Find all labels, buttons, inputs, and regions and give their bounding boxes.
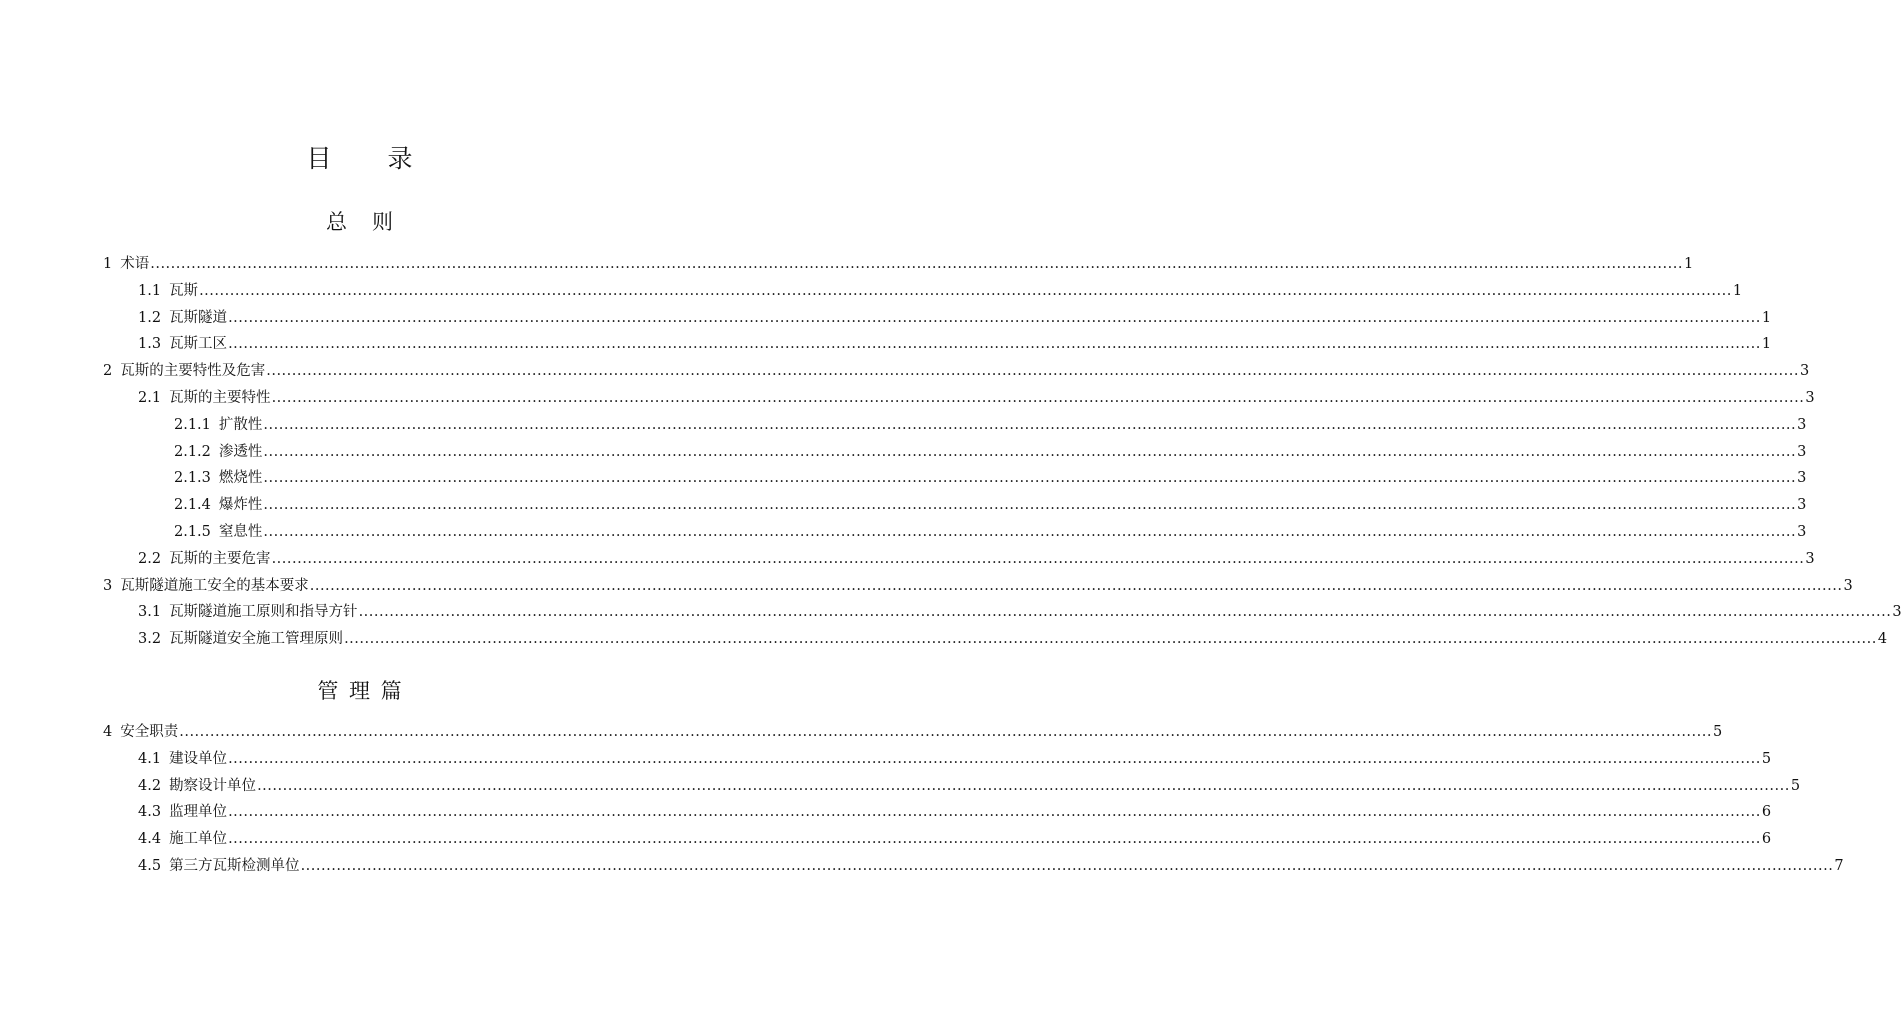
toc-entry-number: 2	[103, 363, 113, 380]
toc-leader-dots: ............................................................................................................................................................................................................................................................................................................	[150, 256, 1683, 272]
toc-entry[interactable]	[174, 520, 1807, 542]
toc-entry[interactable]	[174, 493, 1807, 515]
toc-entry-page: 5	[1712, 724, 1723, 740]
toc-entry-label	[174, 415, 262, 435]
toc-entry-page: 5	[1761, 750, 1772, 767]
toc-leader-dots: ............................................................................................................................................................................................................................................................................................................	[179, 724, 1712, 740]
toc-leader-dots: ............................................................................................................................................................................................................................................................................................................	[358, 604, 1892, 621]
toc-entry-page: 3	[1797, 416, 1807, 433]
toc-leader-dots: ............................................................................................................................................................................................................................................................................................................	[228, 831, 1761, 848]
toc-entry-text: 瓦斯隧道施工原则和指导方针	[169, 604, 358, 621]
toc-entry-label	[138, 308, 227, 328]
toc-entry[interactable]	[103, 252, 1694, 274]
toc-entry-label	[103, 254, 149, 274]
toc-entry-page: 3	[1892, 604, 1902, 621]
toc-entry-number: 3.1	[138, 604, 162, 621]
toc-entry-page: 3	[1797, 497, 1807, 514]
toc-entry-number: 4.3	[138, 804, 162, 821]
toc-entry-page: 3	[1797, 443, 1807, 460]
toc-entry-text: 勘察设计单位	[169, 777, 257, 794]
toc-entry[interactable]	[138, 386, 1815, 408]
toc-entry-page: 3	[1843, 577, 1853, 594]
toc-leader-dots: ............................................................................................................................................................................................................................................................................................................	[263, 524, 1797, 540]
toc-entry-text: 监理单位	[169, 804, 228, 821]
toc-entry-number: 2.1.3	[174, 470, 211, 487]
toc-leader-dots: ............................................................................................................................................................................................................................................................................................................	[263, 497, 1797, 514]
toc-entry-label	[174, 495, 262, 515]
toc-entry[interactable]	[174, 413, 1807, 435]
toc-entry-text: 建设单位	[169, 750, 228, 767]
toc-entry-page: 1	[1761, 336, 1772, 353]
toc-entry-text: 瓦斯	[169, 282, 199, 299]
toc-entry[interactable]	[103, 720, 1723, 742]
toc-entry[interactable]	[138, 279, 1743, 301]
toc-entry-page: 6	[1761, 804, 1772, 821]
toc-entry-number: 2.2	[138, 550, 162, 567]
toc-entry[interactable]	[138, 332, 1772, 354]
toc-entry[interactable]	[174, 440, 1807, 462]
toc-entry-text: 爆炸性	[218, 497, 263, 514]
toc-entry[interactable]	[138, 854, 1844, 876]
toc-entry-label	[138, 776, 256, 796]
toc-entry-text: 瓦斯工区	[169, 336, 228, 353]
section-heading-general: 总 则	[326, 210, 395, 234]
toc-leader-dots: ............................................................................................................................................................................................................................................................................................................	[271, 390, 1805, 406]
toc-leader-dots: ............................................................................................................................................................................................................................................................................................................	[263, 443, 1797, 460]
toc-leader-dots: ............................................................................................................................................................................................................................................................................................................	[228, 804, 1761, 821]
toc-entry-label	[174, 522, 262, 542]
toc-leader-dots: ............................................................................................................................................................................................................................................................................................................	[263, 470, 1797, 487]
toc-entry-text: 瓦斯隧道施工安全的基本要求	[120, 577, 309, 594]
toc-leader-dots: ............................................................................................................................................................................................................................................................................................................	[199, 282, 1732, 299]
toc-entry-page: 3	[1799, 363, 1810, 380]
toc-entry-number: 3	[103, 577, 113, 594]
toc-entry-number: 4.4	[138, 831, 162, 848]
toc-entry-label	[138, 334, 227, 354]
toc-entry-text: 术语	[120, 256, 150, 272]
toc-entry-label	[138, 388, 271, 408]
toc-entry-number: 1.3	[138, 336, 162, 353]
toc-entry[interactable]	[103, 574, 1853, 596]
toc-entry-text: 燃烧性	[218, 470, 263, 487]
toc-leader-dots: ............................................................................................................................................................................................................................................................................................................	[344, 631, 1877, 648]
toc-entry-number: 4.2	[138, 777, 162, 794]
toc-entry-number: 2.1.5	[174, 524, 211, 540]
toc-entry-text: 窒息性	[218, 524, 263, 540]
toc-entry-number: 4.5	[138, 858, 162, 874]
toc-entry-page: 3	[1805, 390, 1815, 406]
toc-entry-text: 瓦斯的主要危害	[169, 550, 271, 567]
toc-entry-text: 瓦斯隧道安全施工管理原则	[169, 631, 344, 648]
toc-entry-number: 1.2	[138, 309, 162, 326]
toc-leader-dots: ............................................................................................................................................................................................................................................................................................................	[309, 577, 1843, 594]
toc-entry-label	[138, 602, 358, 622]
toc-entry-label	[138, 856, 300, 876]
toc-entry[interactable]	[138, 827, 1772, 849]
toc-leader-dots: ............................................................................................................................................................................................................................................................................................................	[228, 750, 1761, 767]
toc-entry-label	[174, 442, 262, 462]
toc-entry[interactable]	[138, 627, 1888, 649]
toc-entry-number: 3.2	[138, 631, 162, 648]
toc-entry-page: 6	[1761, 831, 1772, 848]
toc-entry-label	[174, 468, 262, 488]
toc-entry-text: 瓦斯隧道	[169, 309, 228, 326]
toc-entry-page: 3	[1805, 550, 1815, 567]
toc-entry-text: 瓦斯的主要特性及危害	[120, 363, 266, 380]
toc-entry-text: 扩散性	[218, 416, 263, 433]
toc-leader-dots: ............................................................................................................................................................................................................................................................................................................	[271, 550, 1805, 567]
toc-entry-page: 1	[1683, 256, 1694, 272]
toc-entry-text: 第三方瓦斯检测单位	[169, 858, 300, 874]
toc-entry[interactable]	[138, 774, 1801, 796]
toc-entry-number: 2.1.1	[174, 416, 211, 433]
toc-entry[interactable]	[138, 800, 1772, 822]
toc-entry-label	[103, 576, 309, 596]
toc-entry-label	[138, 629, 343, 649]
toc-entry-page: 5	[1790, 777, 1801, 794]
toc-entry-page: 1	[1732, 282, 1743, 299]
toc-entry-label	[138, 549, 271, 569]
toc-entry-text: 安全职责	[120, 724, 179, 740]
toc-entry-page: 3	[1797, 524, 1807, 540]
toc-entry-number: 2.1.2	[174, 443, 211, 460]
toc-entry[interactable]	[103, 359, 1810, 381]
toc-leader-dots: ............................................................................................................................................................................................................................................................................................................	[228, 336, 1761, 353]
toc-entry-text: 瓦斯的主要特性	[169, 390, 271, 406]
toc-leader-dots: ............................................................................................................................................................................................................................................................................................................	[300, 858, 1834, 874]
toc-leader-dots: ............................................................................................................................................................................................................................................................................................................	[266, 363, 1799, 380]
toc-entry-number: 4.1	[138, 750, 162, 767]
toc-entry-label	[138, 749, 227, 769]
toc-entry-label	[103, 361, 265, 381]
toc-entry-page: 1	[1761, 309, 1772, 326]
toc-entry-label	[138, 829, 227, 849]
section-heading-management: 管 理 篇	[317, 679, 404, 703]
toc-leader-dots: ............................................................................................................................................................................................................................................................................................................	[228, 309, 1761, 326]
toc-entry-page: 7	[1834, 858, 1844, 874]
toc-entry-number: 1	[103, 256, 113, 272]
toc-entry[interactable]	[138, 547, 1815, 569]
toc-title: 目 录	[306, 144, 415, 173]
toc-entry-number: 2.1.4	[174, 497, 211, 514]
toc-entry-label	[138, 802, 227, 822]
toc-entry-text: 渗透性	[218, 443, 263, 460]
toc-entry[interactable]	[174, 466, 1807, 488]
toc-leader-dots: ............................................................................................................................................................................................................................................................................................................	[263, 416, 1797, 433]
toc-entry-number: 1.1	[138, 282, 162, 299]
toc-entry[interactable]	[138, 600, 1902, 622]
toc-entry-number: 4	[103, 724, 113, 740]
toc-entry-page: 3	[1797, 470, 1807, 487]
toc-entry-text: 施工单位	[169, 831, 228, 848]
toc-entry-label	[103, 722, 178, 742]
toc-entry-number: 2.1	[138, 390, 162, 406]
toc-leader-dots: ............................................................................................................................................................................................................................................................................................................	[257, 777, 1790, 794]
toc-entry[interactable]	[138, 747, 1772, 769]
toc-entry-label	[138, 281, 198, 301]
toc-entry[interactable]	[138, 306, 1772, 328]
toc-entry-page: 4	[1877, 631, 1888, 648]
